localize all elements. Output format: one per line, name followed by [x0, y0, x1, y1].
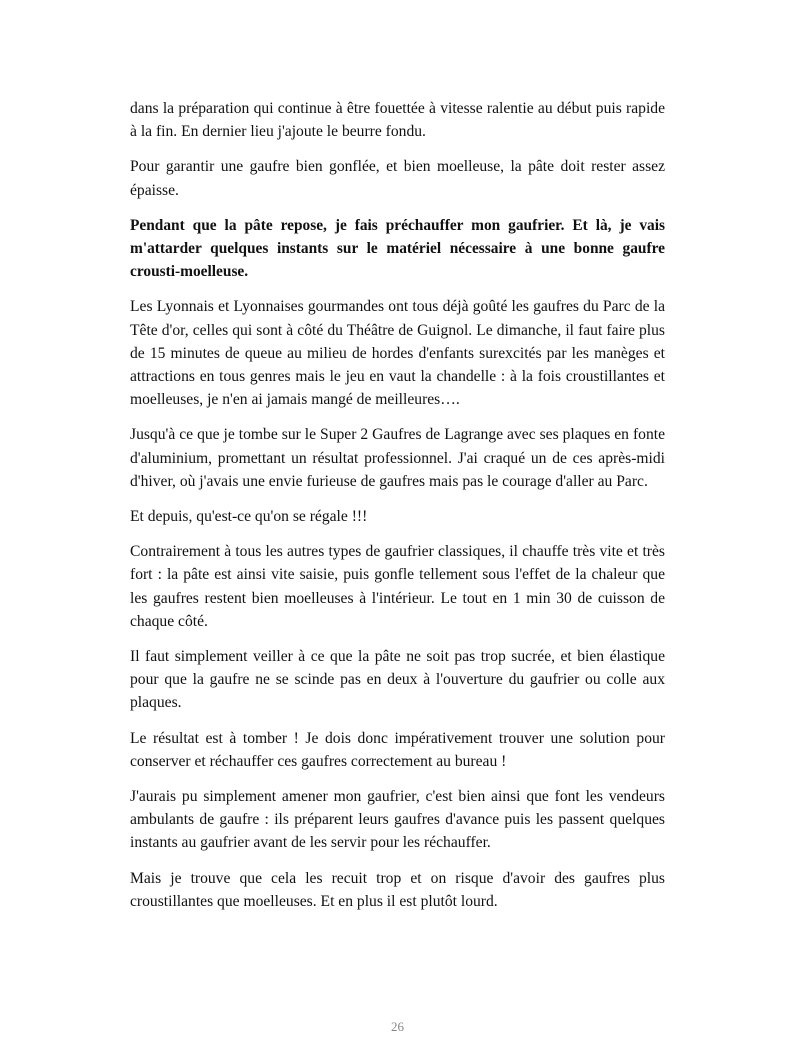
page-number: 26 [391, 1019, 404, 1034]
paragraph-3-bold: Pendant que la pâte repose, je fais préchauffer mon gaufrier. Et là, je vais m'attarder quelques instants sur le matériel nécessaire à une bonne gaufre crousti-moelleuse. [130, 216, 665, 281]
paragraph-4: Les Lyonnais et Lyonnaises gourmandes ont tous déjà goûté les gaufres du Parc de la Tête d'or, celles qui sont à côté du Théâtre de Guignol. Le dimanche, il faut faire plus de 15 minutes de queue au milieu de hordes d'enfants surexcités par les manèges et attractions en tous genres mais le jeu en vaut la chandelle : à la fois croustillantes et moelleuses, je n'en ai jamais mangé de meilleures…. [130, 298, 665, 409]
paragraph-2: Pour garantir une gaufre bien gonflée, et bien moelleuse, la pâte doit rester assez épaisse. [130, 158, 665, 199]
paragraph-9: Le résultat est à tomber ! Je dois donc impérativement trouver une solution pour conserver et réchauffer ces gaufres correctement au bureau ! [130, 729, 665, 770]
paragraph-1: dans la préparation qui continue à être fouettée à vitesse ralentie au début puis rapide à la fin. En dernier lieu j'ajoute le beurre fondu. [130, 100, 665, 141]
paragraph-11: Mais je trouve que cela les recuit trop et on risque d'avoir des gaufres plus croustillantes que moelleuses. Et en plus il est plutôt lourd. [130, 869, 665, 910]
paragraph-7: Contrairement à tous les autres types de gaufrier classiques, il chauffe très vite et très fort : la pâte est ainsi vite saisie, puis gonfle tellement sous l'effet de la chaleur que les gaufres restent bien moelleuses à l'intérieur. Le tout en 1 min 30 de cuisson de chaque côté. [130, 543, 665, 630]
paragraph-6: Et depuis, qu'est-ce qu'on se régale !!! [130, 508, 368, 526]
paragraph-10: J'aurais pu simplement amener mon gaufrier, c'est bien ainsi que font les vendeurs ambulants de gaufre : ils préparent leurs gaufres d'avance puis les passent quelques instants au gaufrier avant de les servir pour les réchauffer. [130, 788, 665, 852]
document-page [130, 97, 665, 925]
paragraph-8: Il faut simplement veiller à ce que la pâte ne soit pas trop sucrée, et bien élastique pour que la gaufre ne se scinde pas en deux à l'ouverture du gaufrier ou colle aux plaques. [130, 648, 665, 712]
paragraph-5: Jusqu'à ce que je tombe sur le Super 2 Gaufres de Lagrange avec ses plaques en fonte d'aluminium, promettant un résultat professionnel. J'ai craqué un de ces après-midi d'hiver, où j'avais une envie furieuse de gaufres mais pas le courage d'aller au Parc. [130, 426, 665, 490]
